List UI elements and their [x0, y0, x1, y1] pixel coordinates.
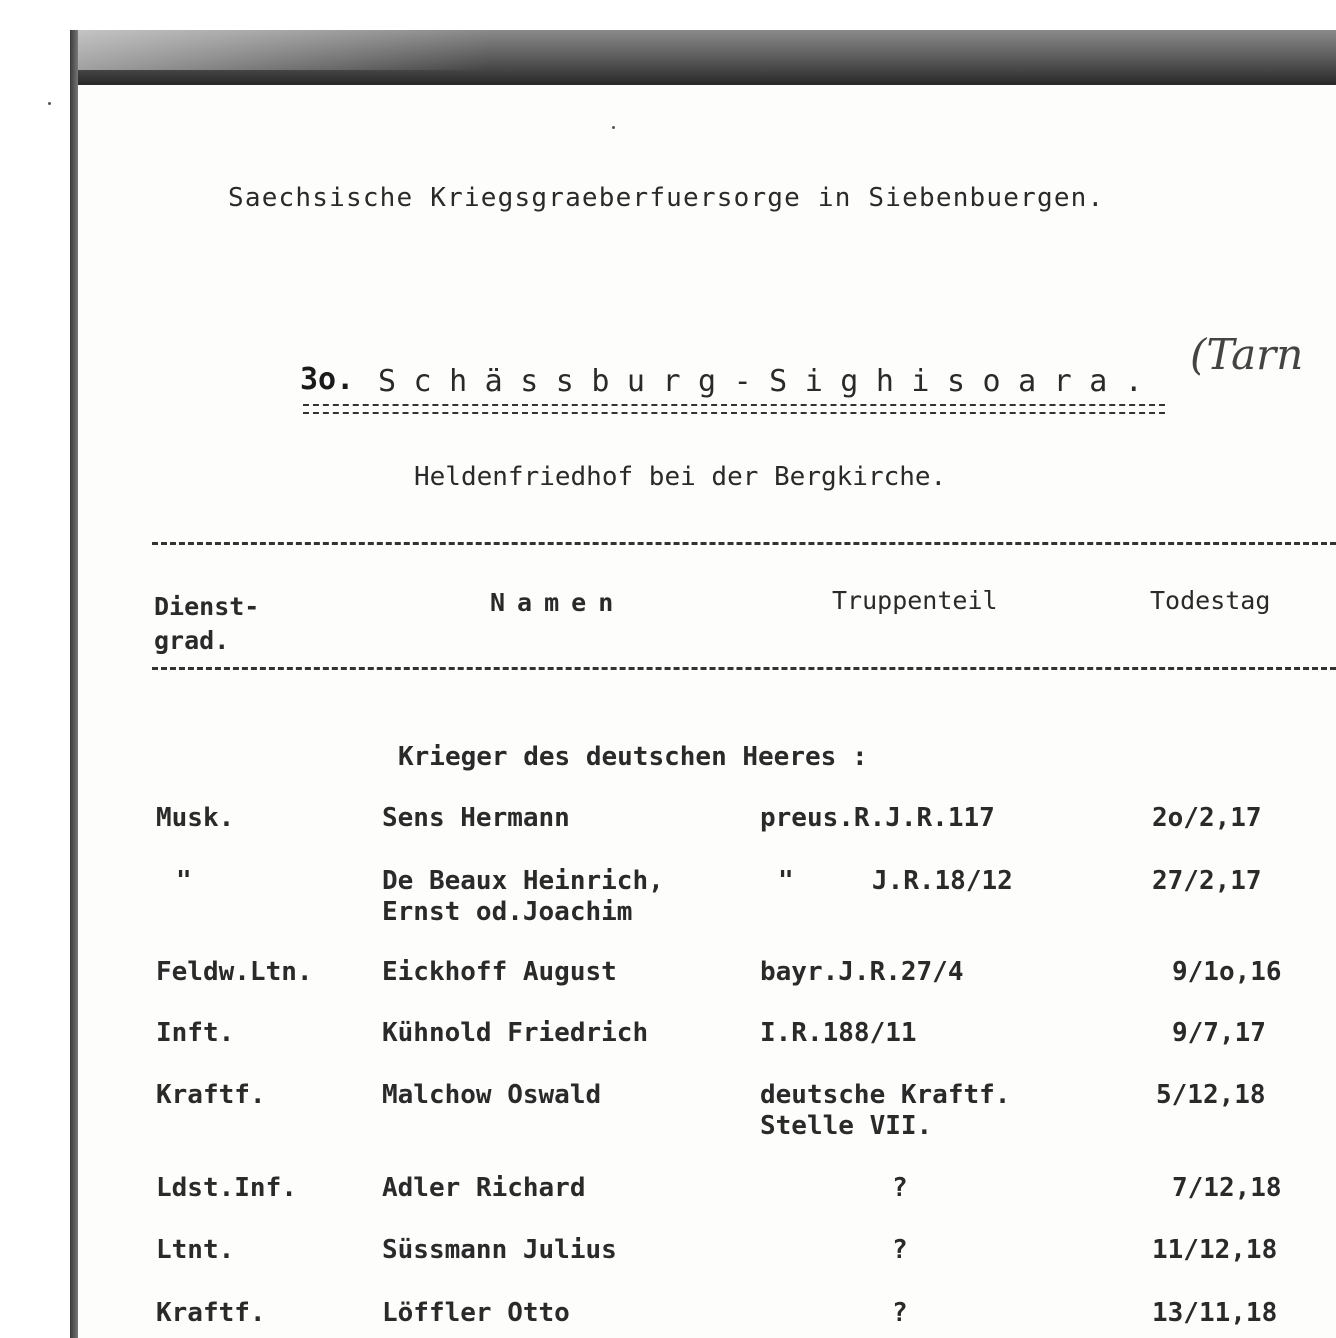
- section-title: Krieger des deutschen Heeres :: [398, 742, 868, 772]
- row-date: 2o/2,17: [1152, 803, 1262, 833]
- row-name: De Beaux Heinrich, Ernst od.Joachim: [382, 866, 664, 927]
- row-rank: Inft.: [156, 1018, 235, 1048]
- row-date: 5/12,18: [1156, 1080, 1266, 1110]
- row-date: 9/7,17: [1172, 1018, 1266, 1048]
- row-unit: bayr.J.R.27/4: [760, 957, 964, 987]
- row-date: 13/11,18: [1152, 1298, 1278, 1328]
- row-name: Sens Hermann: [382, 803, 570, 833]
- scan-edge-shadow: [70, 30, 1336, 82]
- organization-title: Saechsische Kriegsgraeberfuersorge in Siebenbuergen.: [228, 183, 1105, 213]
- row-date: 9/1o,16: [1172, 957, 1282, 987]
- row-rank: Ltnt.: [156, 1235, 235, 1265]
- row-unit: " J.R.18/12: [778, 866, 1013, 896]
- row-unit: ?: [892, 1235, 908, 1265]
- scan-speck: [612, 126, 615, 129]
- row-name: Eickhoff August: [382, 957, 617, 987]
- handwritten-note: (Tarn: [1190, 330, 1304, 379]
- row-name: Löffler Otto: [382, 1298, 570, 1328]
- column-header-name: Namen: [490, 588, 626, 617]
- row-unit: ?: [892, 1173, 908, 1203]
- row-date: 7/12,18: [1172, 1173, 1282, 1203]
- row-rank: Musk.: [156, 803, 235, 833]
- place-name-underline: [303, 404, 1165, 414]
- place-number: 3o.: [300, 362, 355, 397]
- row-name: Adler Richard: [382, 1173, 586, 1203]
- row-name: Süssmann Julius: [382, 1235, 617, 1265]
- scan-speck: [48, 102, 51, 105]
- table-header-rule-bottom: [152, 667, 1336, 670]
- row-unit: deutsche Kraftf. Stelle VII.: [760, 1080, 1011, 1141]
- table-header-rule-top: [152, 542, 1336, 545]
- row-rank: Kraftf.: [156, 1080, 266, 1110]
- row-rank: Kraftf.: [156, 1298, 266, 1328]
- row-date: 27/2,17: [1152, 866, 1262, 896]
- row-unit: I.R.188/11: [760, 1018, 917, 1048]
- row-date: 11/12,18: [1152, 1235, 1278, 1265]
- row-rank: Feldw.Ltn.: [156, 957, 313, 987]
- document-sheet: [78, 82, 1336, 1338]
- row-name: Malchow Oswald: [382, 1080, 602, 1110]
- place-name: Schässburg-Sighisoara.: [378, 364, 1161, 399]
- column-header-rank: Dienst- grad.: [154, 592, 260, 655]
- cemetery-subtitle: Heldenfriedhof bei der Bergkirche.: [414, 462, 947, 492]
- row-unit: preus.R.J.R.117: [760, 803, 995, 833]
- column-header-date: Todestag: [1150, 586, 1271, 615]
- column-header-unit: Truppenteil: [832, 586, 998, 615]
- scan-left-edge: [70, 30, 78, 1338]
- row-name: Kühnold Friedrich: [382, 1018, 649, 1048]
- row-unit: ?: [892, 1298, 908, 1328]
- row-rank: ": [176, 866, 192, 896]
- row-rank: Ldst.Inf.: [156, 1173, 297, 1203]
